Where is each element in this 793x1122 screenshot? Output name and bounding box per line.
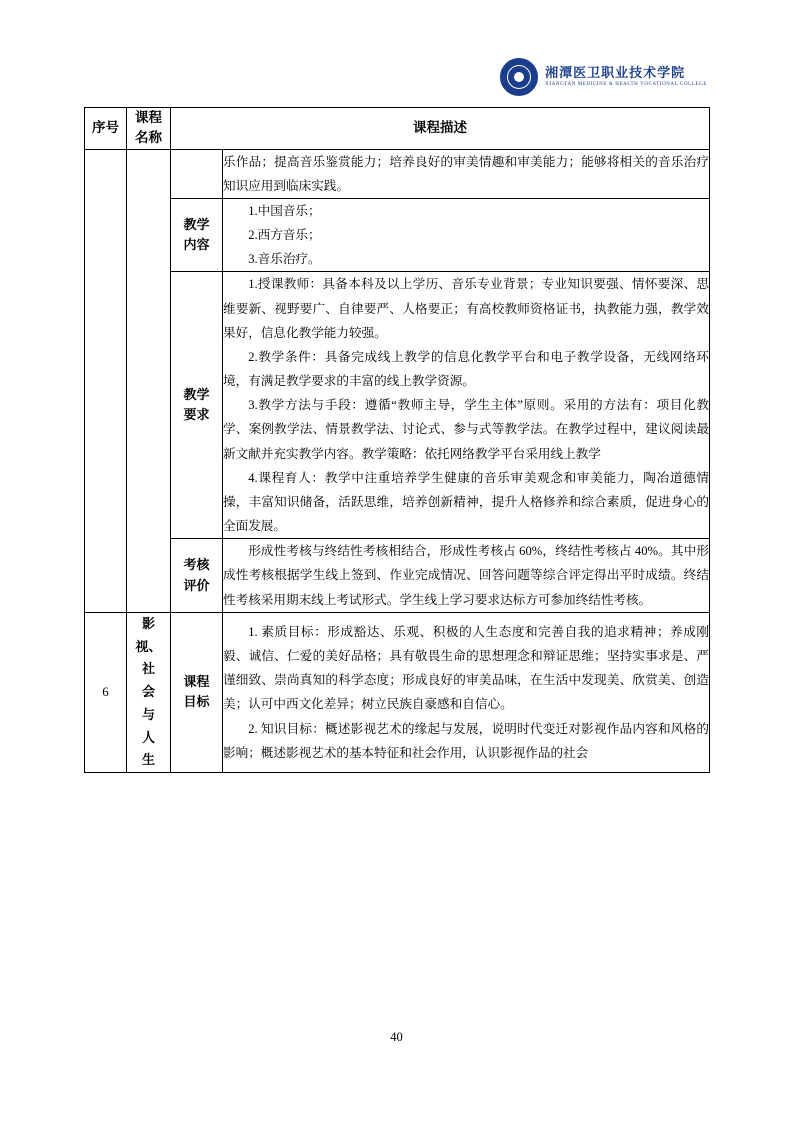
label-line1: 教学 (183, 216, 210, 232)
desc-paragraph: 1.授课教师：具备本科及以上学历、音乐专业背景；专业知识要强、情怀要深、思维要新、视野要广、自律要严、人格要正；有高校教师资格证书，执教能力强，教学效果好，信息化教学能力较强。 (223, 277, 709, 340)
table-header (85, 108, 710, 150)
row-description (223, 149, 710, 198)
row-label-teaching-requirements (171, 272, 223, 539)
header-course-name-line1: 课程 (135, 110, 162, 125)
row-label-blank (171, 149, 223, 198)
table-row (85, 612, 710, 772)
college-logo (500, 58, 707, 96)
page-number: 40 (390, 1030, 403, 1044)
label-line2: 目标 (183, 694, 210, 710)
college-name-cn: 湘潭医卫职业技术学院 (545, 65, 686, 81)
header-cell-description: 课程描述 (171, 108, 710, 150)
desc-paragraph: 1.中国音乐； (248, 203, 321, 218)
desc-paragraph: 3.音乐治疗。 (248, 252, 321, 267)
desc-paragraph: 乐作品；提高音乐鉴赏能力；培养良好的审美情趣和审美能力；能够将相关的音乐治疗知识应用到临床实践。 (223, 154, 709, 193)
desc-paragraph: 1. 素质目标：形成豁达、乐观、积极的人生态度和完善自我的追求精神；养成刚毅、诚信、仁爱的美好品格；具有敬畏生命的思想理念和辩证思维；坚持实事求是、严谨细致、崇尚真知的科学态度；形成良好的审美品味，在生活中发现美、欣赏美、创造美；认可中西文化差异；树立民族自豪感和自信心。 (223, 624, 709, 712)
row-no-blank (85, 149, 127, 612)
row-no: 6 (85, 612, 127, 772)
desc-paragraph: 2. 知识目标：概述影视艺术的缘起与发展，说明时代变迁对影视作品内容和风格的影响；概述影视艺术的基本特征和社会作用，认识影视作品的社会 (223, 721, 709, 760)
label-line2: 要求 (183, 407, 210, 423)
table-row (85, 198, 710, 272)
desc-paragraph: 2.西方音乐； (248, 228, 321, 243)
label-line1: 课程 (183, 674, 210, 690)
header-cell-course-name (127, 108, 171, 150)
table-row (85, 272, 710, 539)
row-description (223, 198, 710, 272)
row-description (223, 612, 710, 772)
college-logo-text (545, 66, 707, 88)
row-description (223, 539, 710, 613)
course-description-table (84, 107, 710, 773)
desc-paragraph: 形成性考核与终结性考核相结合，形成性考核占 60%，终结性考核占 40%。其中形成性考核根据学生线上签到、作业完成情况、回答问题等综合评定得出平时成绩。终结性考核采用期末线上考试形式。学生线上学习要求达标方可参加终结性考核。 (223, 544, 709, 607)
row-description (223, 272, 710, 539)
college-emblem-icon (500, 58, 538, 96)
table-header-row (85, 108, 710, 150)
row-course-name: 影 视、 社 会 与 人 生 (127, 612, 171, 772)
label-line1: 教学 (183, 387, 210, 403)
header-course-name-line2: 名称 (135, 130, 162, 146)
desc-paragraph: 3.教学方法与手段：遵循“教师主导，学生主体”原则。采用的方法有：项目化教学、案例教学法、情景教学法、讨论式、参与式等教学法。在教学过程中，建议阅读最新文献并充实教学内容。教学策略：依托网络教学平台采用线上教学 (223, 398, 709, 461)
row-label-assessment (171, 539, 223, 613)
row-label-course-objective (171, 612, 223, 772)
table-body (85, 149, 710, 773)
header-cell-no: 序号 (85, 108, 127, 150)
row-course-name-blank (127, 149, 171, 612)
label-line2: 评价 (183, 577, 210, 593)
label-line1: 考核 (183, 557, 210, 573)
college-name-en: XIANGTAN MEDICINE & HEALTH VOCATIONAL COLLEGE (545, 82, 707, 88)
table-row (85, 539, 710, 613)
row-label-teaching-content (171, 198, 223, 272)
label-line2: 内容 (183, 237, 210, 253)
desc-paragraph: 2.教学条件：具备完成线上教学的信息化教学平台和电子教学设备，无线网络环境，有满足教学要求的丰富的线上教学资源。 (223, 349, 709, 389)
desc-paragraph: 4.课程育人：教学中注重培养学生健康的音乐审美观念和审美能力，陶冶道德情操，丰富知识储备，活跃思维，培养创新精神，提升人格修养和综合素质，促进身心的全面发展。 (223, 470, 709, 534)
table-row (85, 149, 710, 198)
